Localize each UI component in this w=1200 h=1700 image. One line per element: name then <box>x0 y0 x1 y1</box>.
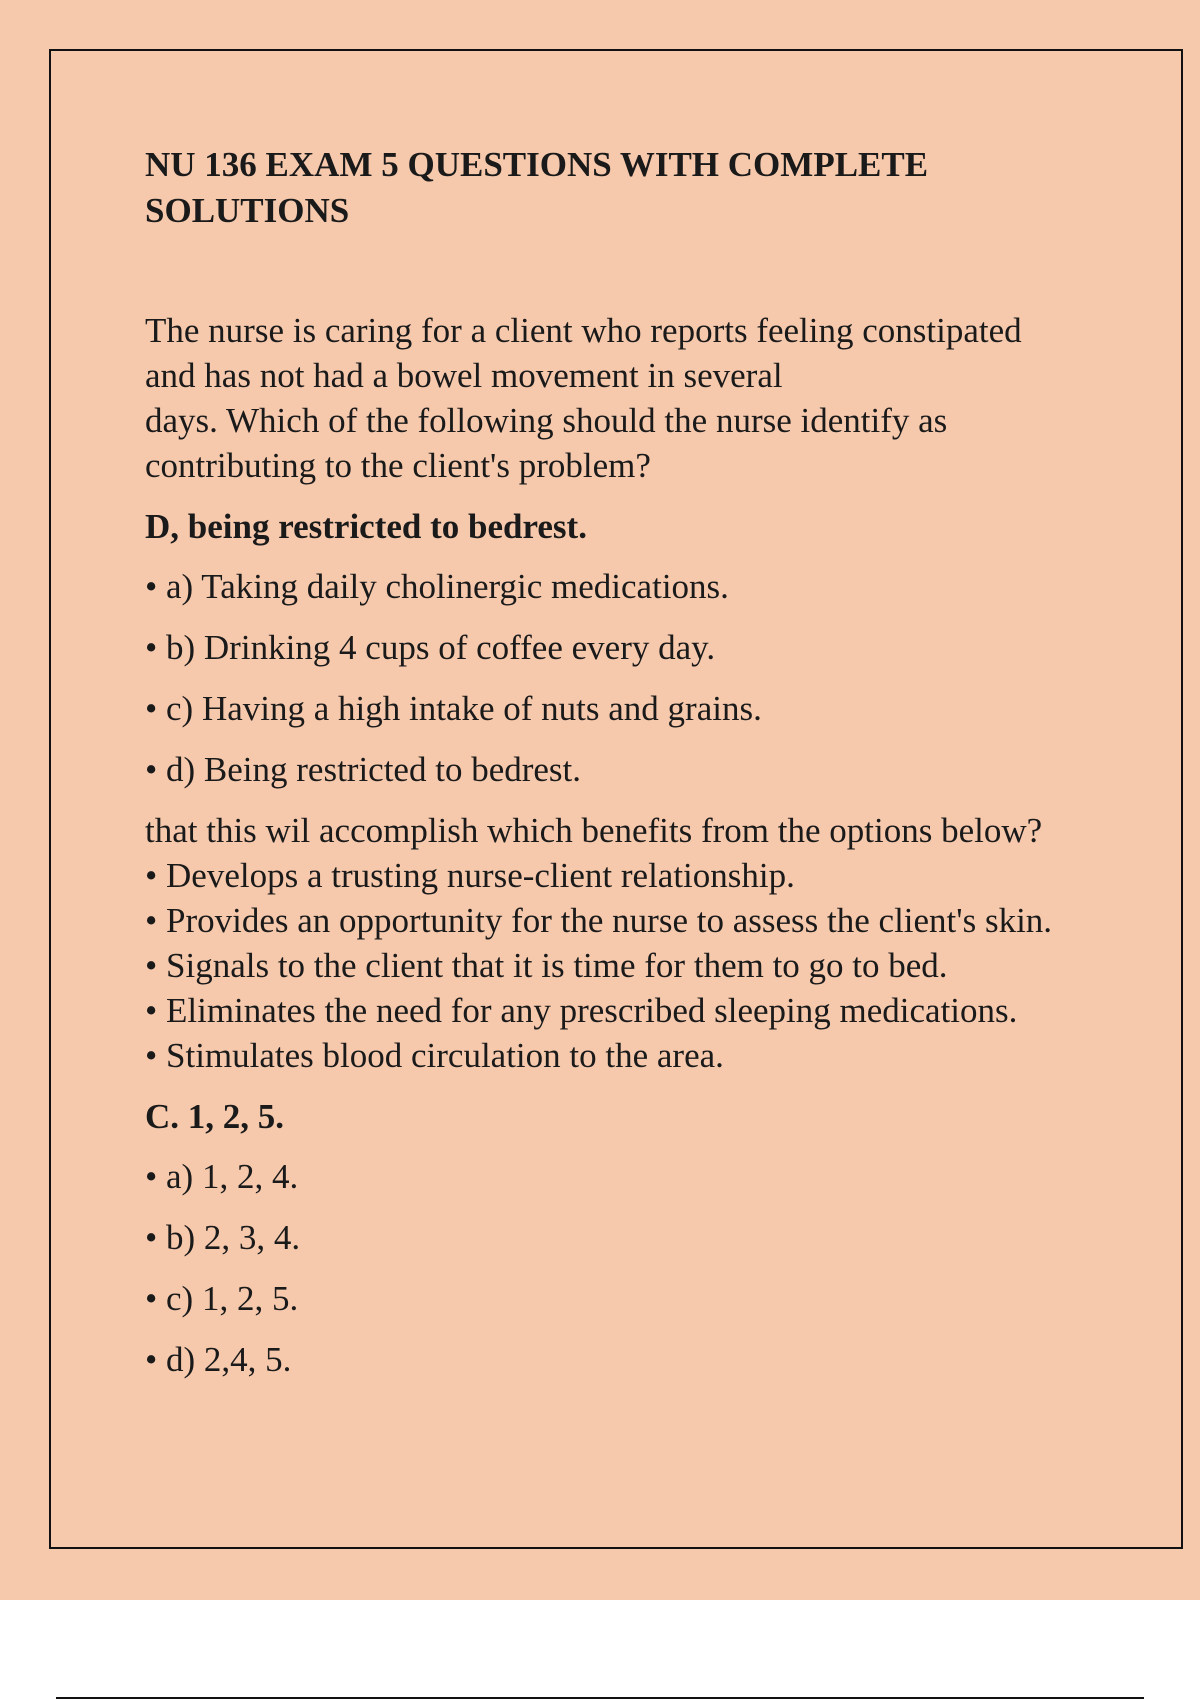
footer-rule <box>56 1697 1144 1699</box>
question-1-line: days. Which of the following should the nurse identify as <box>145 401 948 440</box>
statement-item: • Develops a trusting nurse-client relationship. <box>145 856 795 895</box>
question-2-answer: C. 1, 2, 5. <box>145 1097 285 1136</box>
option-item: • d) 2,4, 5. <box>145 1340 292 1379</box>
question-2-statements <box>145 853 1125 1078</box>
question-1-line: The nurse is caring for a client who reports feeling constipated <box>145 311 1022 350</box>
question-1-line: contributing to the client's problem? <box>145 446 651 485</box>
question-1-line: and has not had a bowel movement in several <box>145 356 783 395</box>
document-title-line-2: SOLUTIONS <box>145 191 350 230</box>
question-1-options <box>145 564 1125 792</box>
document-content <box>145 142 1125 1382</box>
question-2-options <box>145 1154 1125 1382</box>
question-1-stem <box>145 308 1125 488</box>
statement-item: • Provides an opportunity for the nurse to assess the client's skin. <box>145 901 1053 940</box>
statement-item: • Eliminates the need for any prescribed sleeping medications. <box>145 991 1018 1030</box>
option-item: • c) 1, 2, 5. <box>145 1279 299 1318</box>
option-item: • a) 1, 2, 4. <box>145 1157 299 1196</box>
document-title-line-1: NU 136 EXAM 5 QUESTIONS WITH COMPLETE <box>145 145 929 184</box>
option-item: • d) Being restricted to bedrest. <box>145 750 582 789</box>
option-item: • c) Having a high intake of nuts and grains. <box>145 689 762 728</box>
statement-item: • Signals to the client that it is time for them to go to bed. <box>145 946 948 985</box>
option-item: • b) Drinking 4 cups of coffee every day. <box>145 628 716 667</box>
question-2-stem: that this wil accomplish which benefits from the options below? <box>145 811 1043 850</box>
question-1-answer: D, being restricted to bedrest. <box>145 507 587 546</box>
option-item: • a) Taking daily cholinergic medications. <box>145 567 729 606</box>
statement-item: • Stimulates blood circulation to the area. <box>145 1036 724 1075</box>
option-item: • b) 2, 3, 4. <box>145 1218 301 1257</box>
